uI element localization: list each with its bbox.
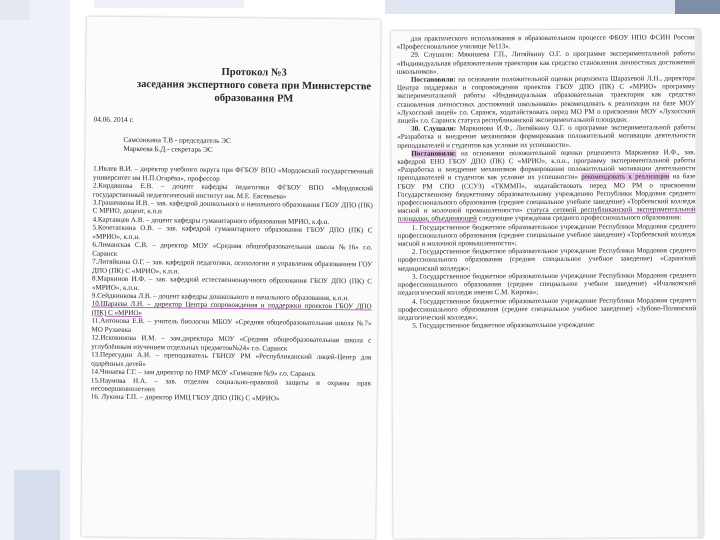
member-item: 4.Картавцев А.В. – доцент кафедры гуманитарного образования МРИО, к.ф.н. xyxy=(92,215,330,226)
decision-page-content xyxy=(397,33,697,330)
member-item: 2.Кирдяшова Е.В. – доцент кафедры педагогики ФГБОУ ВПО «Мордовский государственный педагогический институт им. М.Е. Евсевьева» xyxy=(92,181,373,201)
institution-item: 3. Государственное бюджетное образовательное учреждение Республики Мордовия среднего профессионального образования (среднее специальное учебное заведение) «Ичалковский педагогический колледж имени С.М. Кирова»; xyxy=(397,271,697,298)
member-item: 5.Кочетаткина О.В. – зав. кафедрой гуманитарного образования ГБОУ ДПО (ПК) С «МРИО», к.п.н. xyxy=(92,223,373,241)
member-item: 9.Сейдкинкова Л.В. – доцент кафедры дошкольного и начального образования, к.п.н. xyxy=(91,291,350,303)
protocol-title-line: Протокол №3 xyxy=(221,66,287,79)
protocol-page-content xyxy=(91,25,375,405)
slide-corner-accent xyxy=(0,0,30,20)
institution-item: 4. Государственное бюджетное образовательное учреждение Республики Мордовия среднего профессионального образования (среднее специальное учебное заведение) «Зубово-Полянский педагогический колледж»; xyxy=(398,295,697,322)
member-item: 1.Ивлев В.И. – директор учебного округа при ФГБОУ ВПО «Мордовский государственный университет им Н.П.Огарёва», профессор xyxy=(93,164,374,183)
protocol-title xyxy=(134,65,374,107)
protocol-officers xyxy=(123,136,373,156)
resolution-label-highlighted: Постановили: xyxy=(411,149,457,158)
slide-top-right-band xyxy=(385,0,720,14)
protocol-title-line: образования РМ xyxy=(214,92,294,105)
member-item: 15.Наумова Н.А. – зав. отделом социально-правовой защиты и охраны прав несовершеннолетних xyxy=(90,376,371,394)
secretary-line: Маркеева Б.Д.- секретарь ЭС xyxy=(123,144,213,154)
hearing-paragraph xyxy=(397,123,695,149)
institution-item: 1. Государственное бюджетное образовательное учреждение Республики Мордовия среднего профессионального образования (среднее специальное учебное заведение) «Торбеевский колледж мясной и молочной промышленности»; xyxy=(397,221,696,248)
highlighted-phrase: рекомендовать к реализации xyxy=(581,172,670,182)
resolution-paragraph xyxy=(397,74,695,125)
chair-line: Самсонкина Т.В - председатель ЭС xyxy=(123,135,231,145)
underlined-phrase: статуса сетевой республиканской экспериментальной площадки, объединяющей xyxy=(397,205,696,224)
paragraph: 29. Слушали: Мякишева Г.П., Литяйкину О.Г. о программе экспериментальной работы «Индивидуальная образовательная траектория как средство становления личностных достижений школьников». xyxy=(396,49,695,76)
paragraph: для практического использования в образовательном процессе ФБОУ НПО ФСИН России «Профессиональное училище №113». xyxy=(396,33,695,51)
scanned-page-left xyxy=(81,16,380,539)
member-item: 11.Антонова Е.В. – учитель биологии МБОУ «Средняя общеобразовательная школа №7» МО Рузаевка xyxy=(91,316,372,334)
member-item: 12.Исковинова И.М. – зам.директора МОУ «Средняя общеобразовательная школа с углублённым изучением отдельных предметов№24» г.о. Саранск xyxy=(91,333,372,353)
member-item: 13.Перегудин А.И. – преподаватель ГБНОУ РМ «Республиканский лицей-Центр для одарённых детей» xyxy=(91,350,372,368)
resolution-text: следующие учреждения среднего профессионального образования: xyxy=(476,213,682,223)
member-item: 16. Лукина Т.П. – директор ИМЦ ГБОУ ДПО (ПК) С «МРИО» xyxy=(90,392,280,403)
resolution-label: Постановили: xyxy=(410,75,456,84)
resolution-text: на основании положительной оценки рецензента Шарахевой Л.Н., директора Центра поддержки и сопровождения проектов ГБОУ ДПО (ПК) С «МРИО» программу экспериментальной работы «Индивидуальная образовательная траектория как средство становления личностных достижений школьников» рекомендовать к реализации на базе МОУ «Лухосский лицей» г.о. Саранск, ходатайствовать перед МО РМ о присвоении МОУ «Лухосский лицей» г.о. Саранск статуса республиканской экспериментальной площадки. xyxy=(396,74,696,125)
protocol-date: 04.06. 2014 г. xyxy=(93,115,134,124)
resolution-text: на основании положительной оценки рецензента Маркинова И.Ф., зав. кафедрой ЕНО ГБОУ ДПО (ПК) С «МРИО», к.п.н., программу экспериментальной работы «Разработка и внедрение механизмов формирования положительной мотивации деятельности преподавателей и студентов как условие их успешности» xyxy=(397,148,696,183)
slide-left-stripe xyxy=(14,470,60,540)
member-item: 10.Шараєва Л.Н. – директор Центра сопровождения и поддержки проектов ГБОУ ДПО (ПК) С «МРИО» xyxy=(91,299,372,317)
member-item: 6.Лиманская С.В. – директор МОУ «Средняя общеобразовательная школа №16» г.о. Саранск xyxy=(92,240,373,258)
hearing-label: 30. Слушали: xyxy=(411,124,456,133)
resolution-paragraph xyxy=(397,148,695,223)
member-list xyxy=(91,165,373,405)
member-item: 7.Литяйкина О.Г. – зав. кафедрой педагогики, психологии и управления образованием ГОУ ДПО (ПК) С «МРИО», к.п.н. xyxy=(92,257,373,276)
member-item: 8.Маркинов И.Ф. – зав. кафедрой естественнонаучного образования ГБОУ ДПО (ПК) С «МРИО», к.п.н. xyxy=(91,274,373,292)
member-item: 14.Чинаева Г.Г. – зам директор по НМР МОУ «Гимназия №9» г.о. Саранск xyxy=(90,367,316,378)
slide-top-accent xyxy=(94,0,244,8)
institution-item: 5. Государственное бюджетное образовательное учреждение xyxy=(412,320,595,330)
slide-left-band xyxy=(0,0,70,540)
institution-item: 2. Государственное бюджетное образовательное учреждение Республики Мордовия среднего профессионального образования (среднее специальное учебное заведение) «Саранский медицинский колледж»; xyxy=(397,246,696,273)
member-item: 3.Грашенкова И.В. – зав. кафедрой дошкольного и начального образования ГБОУ ДПО (ПК) С МРИО, доцент, к.п.н xyxy=(92,198,373,216)
hearing-text: Маркинова И.Ф., Литяйкину О.Г. о программе экспериментальной работы «Разработка и внедрение механизмов формирования положительной мотивации деятельности преподавателей и студентов как условие их успешности». xyxy=(397,123,696,150)
slide-top-right-dark-block xyxy=(675,0,720,14)
scanned-page-right xyxy=(391,29,704,539)
resolution-text: на базе ГБОУ РМ СПО (ССУЗ) «ТКММП», ходатайствовать перед МО РМ о присвоении Государственному бюджетному образовательному учреждению Республики Мордовия среднего профессионального образования (среднее специальное учебное заведение) «Торбеевский колледж мясной и молочной промышленности» xyxy=(397,172,696,216)
protocol-title-line: заседания экспертного совета при Министерстве xyxy=(136,79,372,93)
